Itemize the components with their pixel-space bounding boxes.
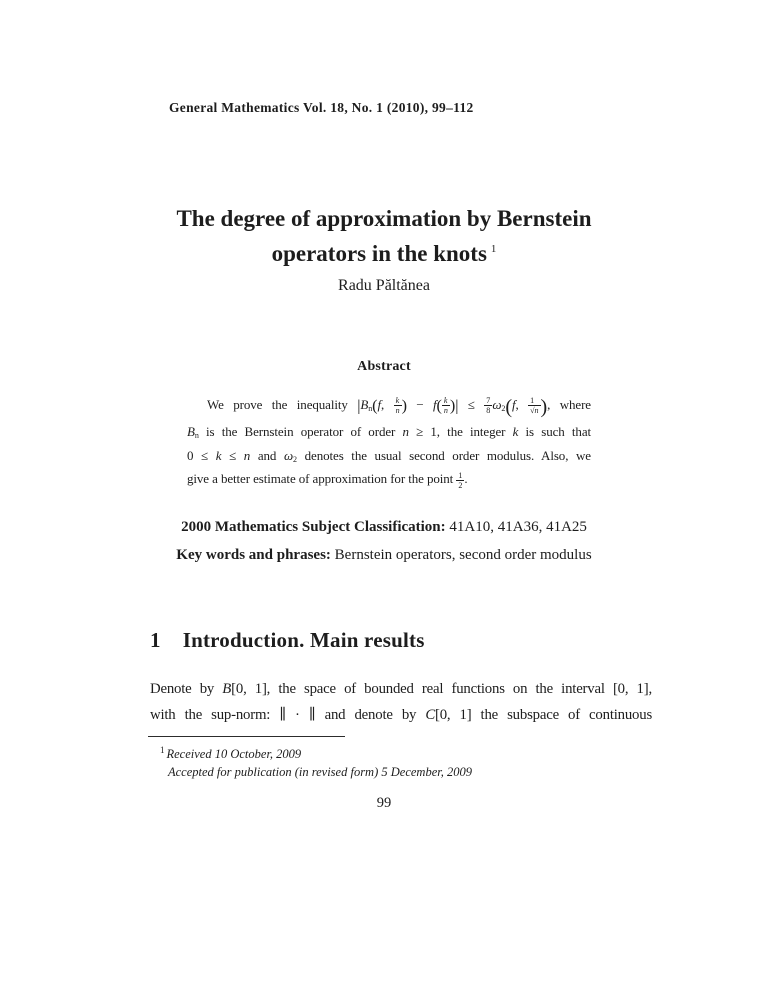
- page-number: 99: [376, 795, 392, 811]
- body-text-run: with the sup-norm:: [150, 707, 280, 723]
- math-fraction-k-n: $\frac{k}{n}$: [443, 396, 448, 416]
- math-norm-symbol: ∥ · ∥: [279, 707, 316, 723]
- abstract-heading: Abstract: [357, 359, 411, 374]
- math-paren-close: ): [449, 396, 456, 415]
- msc-line: [0, 514, 768, 542]
- title-line-2-text: operators in the knots: [271, 241, 487, 266]
- abstract-formula-line: [187, 390, 591, 420]
- math-omega: ω: [492, 397, 502, 412]
- footnote-line-2: [150, 761, 630, 783]
- math-var-B: B: [187, 424, 195, 439]
- math-big-paren-open: (: [505, 396, 512, 419]
- section-heading: [150, 628, 425, 653]
- math-var-f: f: [433, 397, 437, 412]
- title-footnote-mark: 1: [490, 243, 497, 255]
- formula-lead-text: We prove the inequality: [207, 397, 358, 412]
- footnote-rule: [148, 736, 345, 737]
- abstract-line-2: [187, 420, 591, 444]
- body-text-run: [0, 1], the space of bounded real functions on the interval [0, 1],: [231, 681, 652, 697]
- abstract-text-run: is the Bernstein operator of order: [198, 424, 403, 439]
- math-var-n: n: [534, 406, 539, 416]
- abstract-text-run: and: [250, 447, 284, 463]
- math-omega: ω: [283, 447, 294, 463]
- math-sub-2: 2: [293, 454, 297, 464]
- footnote-line-1: [150, 739, 630, 761]
- msc-label: 2000 Mathematics Subject Classification:: [181, 519, 446, 535]
- body-text-run: Denote by: [150, 681, 223, 697]
- math-sub-n: n: [368, 404, 373, 413]
- math-var-k: k: [215, 447, 222, 463]
- math-paren-open: (: [436, 396, 442, 415]
- math-comma: ,: [380, 397, 394, 412]
- abstract-text-run: give a better estimate of approximation for the point: [187, 471, 457, 487]
- math-var-k: k: [512, 424, 519, 439]
- body-line-2: [150, 702, 652, 728]
- abstract-text: [187, 390, 591, 491]
- title-line-2: [0, 234, 768, 269]
- math-abs-bar: |: [455, 396, 459, 415]
- math-fraction-7-8: $\frac{7}{8}$: [486, 396, 491, 416]
- math-var-B: B: [222, 681, 232, 697]
- paper-title: [0, 204, 768, 269]
- math-var-B: B: [360, 397, 369, 412]
- keywords-label: Key words and phrases:: [176, 546, 331, 563]
- body-paragraph: [150, 676, 652, 728]
- footnote-block: [150, 739, 630, 783]
- math-sub-2: 2: [501, 404, 506, 413]
- math-var-n: n: [402, 424, 409, 439]
- math-fraction-k-n: $\frac{k}{n}$: [395, 396, 400, 416]
- math-leq: ≤: [458, 397, 485, 412]
- math-paren-open: (: [372, 396, 378, 415]
- footnote-accepted-text: Accepted for publication (in revised form) 5 December, 2009: [168, 765, 472, 779]
- author-name: Radu Păltănea: [338, 277, 430, 294]
- math-minus: −: [406, 397, 434, 412]
- section-number: 1: [150, 628, 161, 652]
- abstract-line-3: [187, 444, 591, 468]
- abstract-text-run: .: [464, 471, 468, 487]
- math-fraction-1-2: $\frac{1}{2}$: [458, 470, 463, 490]
- math-abs-bar: |: [357, 396, 361, 415]
- abstract-line-4: [187, 467, 591, 491]
- abstract-text-run: 0 ≤: [187, 447, 216, 463]
- math-fraction-1-sqrt-n: $\frac{1}{√n}$: [530, 396, 539, 416]
- body-text-run: and denote by: [315, 707, 426, 723]
- footnote-received-text: Received 10 October, 2009: [166, 747, 302, 761]
- title-line-1: The degree of approximation by Bernstein: [176, 206, 592, 231]
- math-var-C: C: [425, 707, 435, 723]
- math-var-n: n: [243, 447, 251, 463]
- msc-value: 41A10, 41A36, 41A25: [449, 519, 587, 535]
- abstract-text-run: denotes the usual second order modulus. Also, we: [296, 447, 591, 463]
- section-title: Introduction. Main results: [182, 628, 425, 652]
- math-big-paren-close: ): [540, 396, 548, 419]
- math-var-f: f: [377, 397, 381, 412]
- math-sqrt-sign: √: [530, 406, 535, 416]
- math-comma: ,: [515, 397, 529, 412]
- abstract-text-run: ≥ 1, the integer: [408, 424, 513, 439]
- footnote-mark: 1: [160, 745, 165, 755]
- journal-header: General Mathematics Vol. 18, No. 1 (2010), 99–112: [169, 100, 474, 115]
- keywords-value: Bernstein operators, second order modulus: [334, 546, 592, 563]
- math-paren-close: ): [401, 396, 407, 415]
- keywords-line: [0, 542, 768, 570]
- abstract-text-run: is such that: [518, 424, 592, 439]
- body-line-1: [150, 676, 652, 702]
- math-var-f: f: [511, 397, 516, 412]
- math-sub-n: n: [194, 431, 199, 440]
- formula-tail-text: , where: [547, 397, 591, 412]
- meta-block: [0, 514, 768, 569]
- abstract-text-run: ≤: [221, 447, 244, 463]
- body-text-run: [0, 1] the subspace of continuous: [435, 707, 653, 723]
